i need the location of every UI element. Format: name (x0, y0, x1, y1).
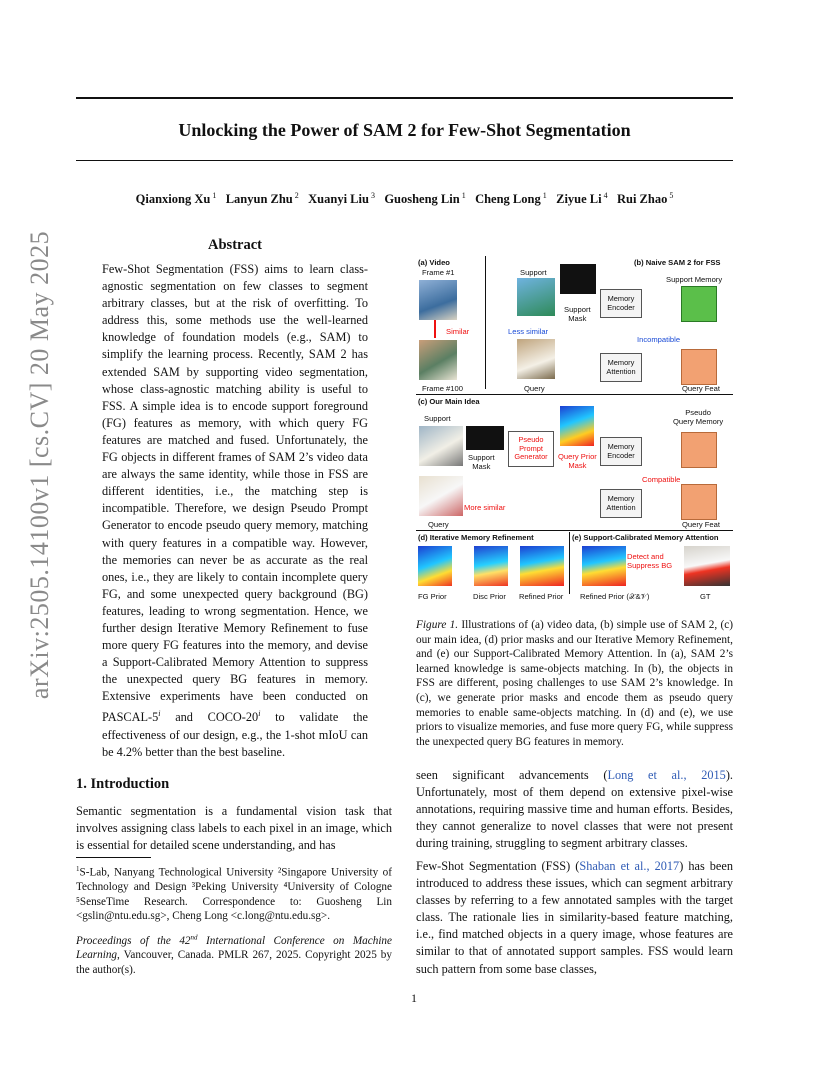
footnote-affiliations: $^1$S-Lab, Nanyang Technological University ²Singapore University of Technology and Design ³Peking University ⁴University of Cologne ⁵SenseTime Research. Correspondence to: Guosheng Lin <gslin@ntu.edu.sg>, Cheng Long <c.long@ntu.edu.sg>. (76, 865, 392, 923)
query-image-b (517, 339, 555, 379)
detect-suppress-bg-label: Detect and Suppress BG (627, 552, 673, 570)
frame-100-label: Frame #100 (422, 384, 463, 393)
author-affiliation-mark: 1 (540, 191, 547, 200)
memory-attention-box-b: Memory Attention (600, 353, 642, 382)
disc-prior-image (474, 546, 508, 586)
author-affiliation-mark: 5 (667, 191, 674, 200)
author-affiliation-mark: 1 (210, 191, 217, 200)
panel-divider-h1 (416, 394, 733, 395)
panel-a-label: (a) Video (418, 258, 450, 267)
query-label-c: Query (428, 520, 449, 529)
support-mask-label-c: Support Mask (468, 453, 495, 471)
refined-prior-image (520, 546, 564, 586)
similar-label: Similar (446, 327, 470, 336)
author-affiliation-mark: 2 (292, 191, 299, 200)
gt-image (684, 546, 730, 586)
query-feat-cube-c (681, 484, 717, 520)
page-number: 1 (411, 991, 417, 1005)
refined-prior-xv-image (582, 546, 626, 586)
arxiv-watermark: arXiv:2505.14100v1 [cs.CV] 20 May 2025 (25, 230, 54, 700)
query-prior-mask-label: Query Prior Mask (558, 452, 597, 470)
query-feat-label-b: Query Feat (682, 384, 720, 393)
author-name: Xuanyi Liu (308, 192, 369, 207)
frame-1-label: Frame #1 (422, 268, 455, 277)
frame-1-image (419, 280, 457, 320)
intro-heading: 1. Introduction (76, 776, 170, 792)
pseudo-query-memory-label: Pseudo Query Memory (673, 408, 724, 426)
panel-divider-v2 (569, 532, 570, 594)
author-name: Guosheng Lin (384, 192, 460, 207)
footnote-rule (76, 857, 151, 858)
support-label-b: Support (520, 268, 547, 277)
abstract-text: Few-Shot Segmentation (FSS) aims to learn class-agnostic segmentation on few classes to segment arbitrary classes, but at the risk of overfitting. To address this, some methods use the well-learned knowledge of foundation models (e.g., SAM) to simplify the learning process. Recently, SAM 2 has extended SAM by supporting video segmentation, whose class-agnostic matching ability is useful to FSS. A simple idea is to encode support foreground (FG) features as memory, with which query FG features are matched and fused. Unfortunately, the FG objects in different frames of SAM 2’s video data are always the same identity, while those in FSS are different identities, i.e., the matching step is incompatible. Therefore, we design Pseudo Prompt Generator to encode pseudo query memory, matching with query features in a compatible way. However, the memories can never be as accurate as the real ones, i.e., they are likely to contain incomplete query FG, and some unexpected query background (BG) features, leading to wrong segmentation. Hence, we further design Iterative Memory Refinement to fuse more query FG features into the memory, and devise a Support-Calibrated Memory Attention to suppress the unexpected query BG features in memory. Extensive experiments have been conducted on PASCAL-5$^i$ and COCO-20$^i$ to validate the effectiveness of our design, e.g., the 1-shot mIoU can be 4.2% better than the best baseline. (102, 262, 368, 759)
support-mask-image-b (560, 264, 596, 294)
memory-encoder-box-b: Memory Encoder (600, 289, 642, 318)
panel-e-label: (e) Support-Calibrated Memory Attention (572, 533, 719, 542)
pseudo-query-memory-cube (681, 432, 717, 468)
support-memory-label: Support Memory (666, 275, 723, 284)
intro-paragraph-3: Few-Shot Segmentation (FSS) (Shaban et al., 2017) has been introduced to address these issues, which can segment arbitrary classes by referring to a few annotated samples with the target class. The rationale lies in similarity-based feature matching, i.e., find matched objects in a query image, whose features are similar to that of annotated support samples. FSS would learn such pattern from some base classes, (416, 859, 733, 976)
author-name: Ziyue Li (556, 192, 602, 207)
author-name: Lanyun Zhu (225, 192, 293, 207)
memory-encoder-box-c: Memory Encoder (600, 437, 642, 466)
panel-divider-v1 (485, 256, 486, 389)
similar-arrow (434, 320, 436, 338)
citation-long-2015[interactable]: Long et al., 2015 (607, 768, 726, 782)
author-name: Qianxiong Xu (135, 192, 211, 207)
author-name: Rui Zhao (616, 192, 668, 207)
abstract-heading: Abstract (208, 237, 262, 253)
author-name: Cheng Long (475, 192, 541, 207)
compatible-label: Compatible (642, 475, 681, 484)
fg-prior-label: FG Prior (418, 592, 447, 601)
title-rule-top (76, 97, 733, 99)
intro-paragraph-1: Semantic segmentation is a fundamental vision task that involves assigning class labels to each pixel in an image, which is essential for detailed scene understanding, and has (76, 804, 392, 853)
support-image-b (517, 278, 555, 316)
refined-prior-xv-label: Refined Prior (𝒳&𝒱) (580, 592, 650, 601)
gt-label: GT (700, 592, 711, 601)
less-similar-label: Less similar (508, 327, 549, 336)
panel-d-label: (d) Iterative Memory Refinement (418, 533, 534, 542)
figure-caption: Figure 1. Illustrations of (a) video data, (b) simple use of SAM 2, (c) our main idea, (d) prior masks and our Iterative Memory Refinement, and (e) our Support-Calibrated Memory Attention. In (a), SAM 2’s learned knowledge is same-objects matching. In (b), the objects in FSS are different, posing challenges to use SAM 2’s knowledge. In (c), we generate prior masks and encode them as pseudo query memories to enable same-objects matching. In (d) and (e), we use priors to visualize memories, and fuse more query FG, while suppress the unexpected query BG features in memory. (416, 619, 734, 748)
support-mask-label-b: Support Mask (564, 305, 591, 323)
frame-100-image (419, 340, 457, 380)
query-feat-label-c: Query Feat (682, 520, 720, 529)
citation-shaban-2017[interactable]: Shaban et al., 2017 (579, 859, 680, 873)
paper-title: Unlocking the Power of SAM 2 for Few-Shot Segmentation (178, 120, 631, 140)
panel-divider-h2 (416, 530, 733, 531)
author-list (76, 191, 733, 207)
query-feat-cube-b (681, 349, 717, 385)
intro-paragraph-2: seen significant advancements (Long et al., 2015). Unfortunately, most of them depend on extensive pixel-wise annotations, requiring massive time and human efforts. Besides, they cannot generalize to novel classes that were not present during training, struggling to segment arbitrary classes. (416, 768, 733, 851)
author-affiliation-mark: 3 (368, 191, 375, 200)
query-label-b: Query (524, 384, 545, 393)
footnote-proceedings: Proceedings of the 42nd International Conference on Machine Learning, Vancouver, Canada. PMLR 267, 2025. Copyright 2025 by the author(s). (76, 933, 392, 976)
disc-prior-label: Disc Prior (473, 592, 506, 601)
support-memory-cube (681, 286, 717, 322)
author-affiliation-mark: 1 (459, 191, 466, 200)
memory-attention-box-c: Memory Attention (600, 489, 642, 518)
figure-1 (416, 256, 733, 602)
panel-b-label: (b) Naive SAM 2 for FSS (634, 258, 721, 267)
title-rule-bottom (76, 160, 733, 161)
pseudo-prompt-generator-box: Pseudo Prompt Generator (508, 431, 554, 467)
panel-c-label: (c) Our Main Idea (418, 397, 480, 406)
incompatible-label: Incompatible (637, 335, 681, 344)
refined-prior-label: Refined Prior (519, 592, 564, 601)
more-similar-label: More similar (464, 503, 506, 512)
author-affiliation-mark: 4 (601, 191, 608, 200)
fg-prior-image (418, 546, 452, 586)
query-image-c (419, 476, 463, 516)
support-label-c: Support (424, 414, 451, 423)
query-prior-mask-image (560, 406, 594, 446)
support-image-c (419, 426, 463, 466)
support-mask-image-c (466, 426, 504, 450)
